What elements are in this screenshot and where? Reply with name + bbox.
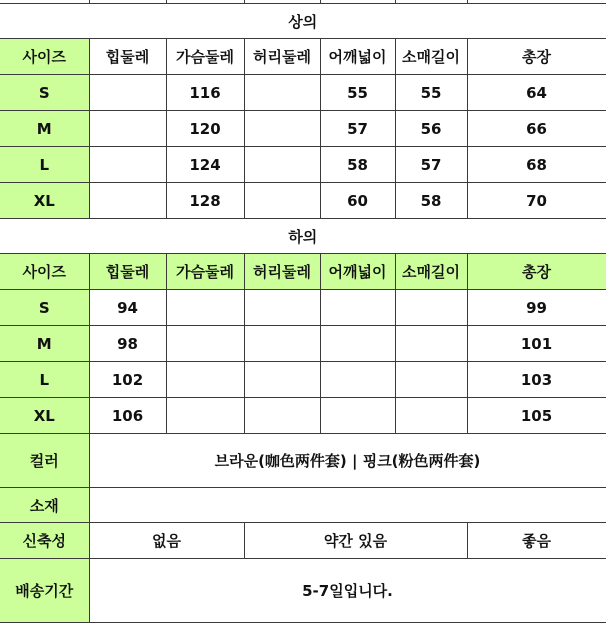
table-cell bbox=[395, 290, 467, 326]
table-cell bbox=[244, 183, 320, 219]
size-cell: M bbox=[0, 111, 89, 147]
table-row bbox=[0, 111, 606, 147]
header-size: 사이즈 bbox=[0, 39, 89, 75]
table-cell: 102 bbox=[89, 362, 166, 398]
color-label: 컬러 bbox=[0, 434, 89, 488]
table-row bbox=[0, 362, 606, 398]
table-cell bbox=[166, 398, 244, 434]
table-cell bbox=[395, 362, 467, 398]
table-cell: 66 bbox=[467, 111, 606, 147]
header-chest: 가슴둘레 bbox=[166, 254, 244, 290]
table-cell: 55 bbox=[395, 75, 467, 111]
table-cell bbox=[244, 147, 320, 183]
bottom-header-row bbox=[0, 254, 606, 290]
table-cell bbox=[395, 326, 467, 362]
table-cell bbox=[89, 75, 166, 111]
table-cell bbox=[244, 111, 320, 147]
shipping-row bbox=[0, 559, 606, 623]
table-row bbox=[0, 183, 606, 219]
size-cell: L bbox=[0, 147, 89, 183]
size-cell: M bbox=[0, 326, 89, 362]
top-section-title: 상의 bbox=[0, 4, 606, 39]
table-cell bbox=[395, 398, 467, 434]
table-cell: 105 bbox=[467, 398, 606, 434]
table-cell bbox=[244, 326, 320, 362]
material-label: 소재 bbox=[0, 488, 89, 523]
table-cell: 60 bbox=[320, 183, 395, 219]
table-cell: 57 bbox=[320, 111, 395, 147]
table-cell bbox=[320, 326, 395, 362]
header-chest: 가슴둘레 bbox=[166, 39, 244, 75]
table-cell bbox=[244, 75, 320, 111]
table-cell: 106 bbox=[89, 398, 166, 434]
header-length: 총장 bbox=[467, 254, 606, 290]
stretch-option-none: 없음 bbox=[89, 523, 244, 559]
stretch-option-good: 좋음 bbox=[467, 523, 606, 559]
table-cell bbox=[244, 290, 320, 326]
header-hip: 힙둘레 bbox=[89, 39, 166, 75]
table-cell bbox=[89, 183, 166, 219]
header-shoulder: 어깨넓이 bbox=[320, 254, 395, 290]
table-row bbox=[0, 326, 606, 362]
top-section-title-row bbox=[0, 4, 606, 39]
table-cell bbox=[244, 362, 320, 398]
bottom-section-title: 하의 bbox=[0, 219, 606, 254]
table-cell: 124 bbox=[166, 147, 244, 183]
size-cell: S bbox=[0, 290, 89, 326]
bottom-section-title-row bbox=[0, 219, 606, 254]
material-row bbox=[0, 488, 606, 523]
table-row bbox=[0, 398, 606, 434]
table-cell bbox=[89, 147, 166, 183]
table-row bbox=[0, 75, 606, 111]
size-cell: L bbox=[0, 362, 89, 398]
table-cell: 103 bbox=[467, 362, 606, 398]
material-value bbox=[89, 488, 606, 523]
table-cell: 128 bbox=[166, 183, 244, 219]
table-cell: 120 bbox=[166, 111, 244, 147]
table-cell: 70 bbox=[467, 183, 606, 219]
header-size: 사이즈 bbox=[0, 254, 89, 290]
header-hip: 힙둘레 bbox=[89, 254, 166, 290]
table-cell bbox=[166, 326, 244, 362]
table-row bbox=[0, 290, 606, 326]
table-cell: 64 bbox=[467, 75, 606, 111]
table-cell bbox=[320, 398, 395, 434]
table-cell bbox=[320, 362, 395, 398]
table-cell: 58 bbox=[320, 147, 395, 183]
shipping-value: 5-7일입니다. bbox=[89, 559, 606, 623]
stretch-row bbox=[0, 523, 606, 559]
table-cell bbox=[320, 290, 395, 326]
table-cell: 57 bbox=[395, 147, 467, 183]
stretch-option-some: 약간 있음 bbox=[244, 523, 467, 559]
size-cell: S bbox=[0, 75, 89, 111]
color-value: 브라운(咖色两件套) | 핑크(粉色两件套) bbox=[89, 434, 606, 488]
header-length: 총장 bbox=[467, 39, 606, 75]
table-cell: 99 bbox=[467, 290, 606, 326]
table-cell: 55 bbox=[320, 75, 395, 111]
size-cell: XL bbox=[0, 398, 89, 434]
stretch-label: 신축성 bbox=[0, 523, 89, 559]
top-header-row bbox=[0, 39, 606, 75]
table-cell: 116 bbox=[166, 75, 244, 111]
header-sleeve: 소매길이 bbox=[395, 39, 467, 75]
table-cell bbox=[244, 398, 320, 434]
table-cell bbox=[166, 290, 244, 326]
table-cell: 68 bbox=[467, 147, 606, 183]
table-cell: 94 bbox=[89, 290, 166, 326]
header-sleeve: 소매길이 bbox=[395, 254, 467, 290]
table-cell: 101 bbox=[467, 326, 606, 362]
header-waist: 허리둘레 bbox=[244, 254, 320, 290]
header-shoulder: 어깨넓이 bbox=[320, 39, 395, 75]
shipping-label: 배송기간 bbox=[0, 559, 89, 623]
table-cell: 56 bbox=[395, 111, 467, 147]
size-cell: XL bbox=[0, 183, 89, 219]
color-row bbox=[0, 434, 606, 488]
table-cell bbox=[89, 111, 166, 147]
table-cell: 98 bbox=[89, 326, 166, 362]
table-cell: 58 bbox=[395, 183, 467, 219]
header-waist: 허리둘레 bbox=[244, 39, 320, 75]
table-cell bbox=[166, 362, 244, 398]
table-row bbox=[0, 147, 606, 183]
